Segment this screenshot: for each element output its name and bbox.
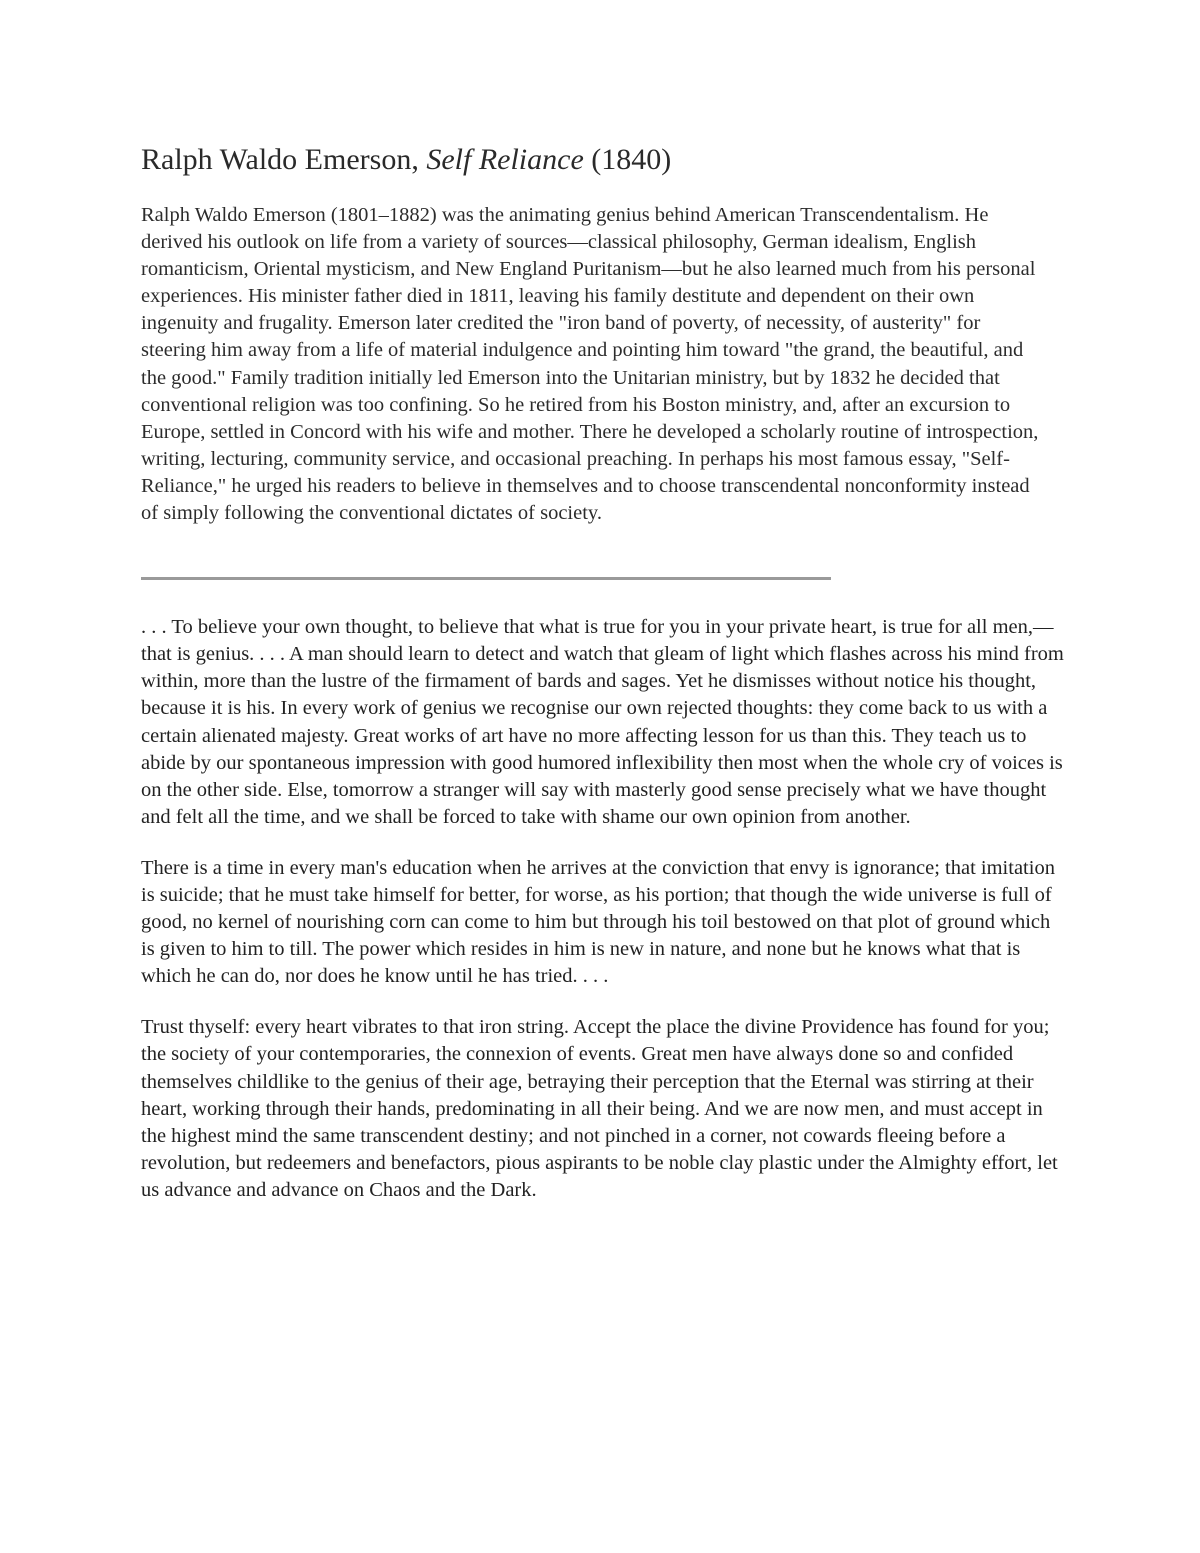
excerpt-paragraph-2: There is a time in every man's education when he arrives at the conviction that envy is ignorance; that imitation is suicide; that he must take himself for better, for worse, as his portion; that though the wide universe is full of good, no kernel of nourishing corn can come to him but through his toil bestowed on that plot of ground which is given to him to till. The power which resides in him is new in nature, and none but he knows what that is which he can do, nor does he know until he has tried. . . . [141, 856, 1055, 988]
section-divider [141, 577, 831, 580]
excerpt-paragraph-1: . . . To believe your own thought, to believe that what is true for you in your private heart, is true for all men,—that is genius. . . . A man should learn to detect and watch that gleam of light which flashes across his mind from within, more than the lustre of the firmament of bards and sages. Yet he dismisses without notice his thought, because it is his. In every work of genius we recognise our own rejected thoughts: they come back to us with a certain alienated majesty. Great works of art have no more affecting lesson for us than this. They teach us to abide by our spontaneous impression with good humored inflexibility then most when the whole cry of voices is on the other side. Else, tomorrow a stranger will say with masterly good sense precisely what we have thought and felt all the time, and we shall be forced to take with shame our own opinion from another. [141, 616, 1064, 828]
title-italic-work: Self Reliance [426, 143, 584, 176]
title-suffix: (1840) [583, 143, 672, 176]
excerpt-paragraph-3: Trust thyself: every heart vibrates to that iron string. Accept the place the divine Providence has found for you; the society of your contemporaries, the connexion of events. Great men have always done so and confided themselves childlike to the genius of their age, betraying their perception that the Eternal was stirring at their heart, working through their hands, predominating in all their being. And we are now men, and must accept in the highest mind the same transcendent destiny; and not pinched in a corner, not cowards fleeing before a revolution, but redeemers and benefactors, pious aspirants to be noble clay plastic under the Almighty effort, let us advance and advance on Chaos and the Dark. [141, 1016, 1058, 1201]
title-prefix: Ralph Waldo Emerson, [141, 143, 427, 176]
intro-paragraph: Ralph Waldo Emerson (1801–1882) was the animating genius behind American Transcendentalism. He derived his outlook on life from a variety of sources—classical philosophy, German idealism, English romanticism, Oriental mysticism, and New England Puritanism—but he also learned much from his personal experiences. His minister father died in 1811, leaving his family destitute and dependent on their own ingenuity and frugality. Emerson later credited the "iron band of poverty, of necessity, of austerity" for steering him away from a life of material indulgence and pointing him toward "the grand, the beautiful, and the good." Family tradition initially led Emerson into the Unitarian ministry, but by 1832 he decided that conventional religion was too confining. So he retired from his Boston ministry, and, after an excursion to Europe, settled in Concord with his wife and mother. There he developed a scholarly routine of introspection, writing, lecturing, community service, and occasional preaching. In perhaps his most famous essay, "Self-Reliance," he urged his readers to believe in themselves and to choose transcendental nonconformity instead of simply following the conventional dictates of society. [141, 204, 1039, 525]
document-title [141, 140, 1066, 180]
document-page [141, 140, 1066, 1228]
